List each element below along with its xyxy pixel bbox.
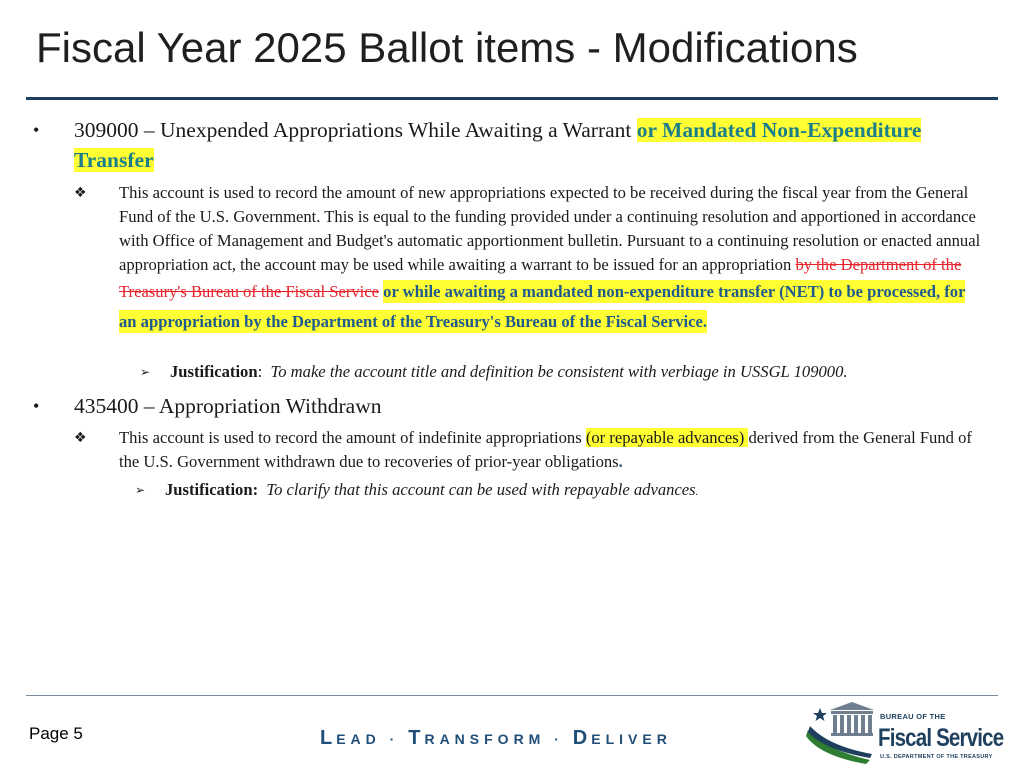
bullet-dot-icon: •: [33, 396, 40, 416]
item-435400-justification: ➢ Justification: To clarify that this account can be used with repayable advances.: [165, 478, 995, 504]
four-diamond-icon: ❖: [74, 185, 87, 201]
item-309000-heading: • 309000 – Unexpended Appropriations While Awaiting a Warrant or Mandated Non-Expenditure Transfer: [74, 115, 974, 175]
title-divider: [26, 97, 998, 100]
item-435400-heading: • 435400 – Appropriation Withdrawn: [74, 391, 974, 421]
fiscal-service-logo: BUREAU OF THE Fiscal Service U.S. DEPARTMENT OF THE TREASURY: [806, 700, 1001, 764]
page-number: Page 5: [29, 724, 83, 743]
added-definition-text: or while awaiting a mandated non-expenditure transfer (NET) to be processed, for an appropriation by the Department of the Treasury's Bureau of the Fiscal Service.: [119, 282, 966, 331]
deleted-text: by the Department of the Treasury's Bureau of the Fiscal Service: [119, 255, 962, 301]
arrowhead-icon: ➢: [135, 483, 146, 497]
item-435400-definition: ❖ This account is used to record the amount of indefinite appropriations (or repayable advances) derived from the General Fund of the U.S. Government withdrawn due to recoveries of prior-year obligations.: [74, 428, 972, 471]
item-309000-definition: ❖ This account is used to record the amount of new appropriations expected to be received during the fiscal year from the General Fund of the U.S. Government. This is equal to the funding provided under a continuing resolution and apportioned in accordance with Office of Management and Budget's automatic apportionment bulletin. Pursuant to a continuing resolution or enacted annual appropriation act, the account may be used while awaiting a warrant to be issued for an appropriation by the Department of the Treasury's Bureau of the Fiscal Service or while awaiting a mandated non-expenditure transfer (NET) to be processed, for an appropriation by the Department of the Treasury's Bureau of the Fiscal Service.: [74, 183, 981, 331]
page-title: Fiscal Year 2025 Ballot items - Modifications: [36, 24, 858, 71]
four-diamond-icon: ❖: [74, 430, 87, 446]
treasury-building-icon: [806, 700, 878, 764]
arrowhead-icon: ➢: [140, 365, 151, 379]
item-309000-justification: ➢ Justification: To make the account title and definition be consistent with verbiage in USSGL 109000.: [170, 360, 1000, 384]
highlighted-text: (or repayable advances): [585, 428, 749, 447]
bullet-dot-icon: •: [33, 120, 40, 140]
tagline: LEAD · TRANSFORM · DELIVER: [320, 727, 672, 749]
footer-divider: [26, 695, 998, 696]
added-title-text: or Mandated Non-Expenditure Transfer: [74, 118, 922, 172]
